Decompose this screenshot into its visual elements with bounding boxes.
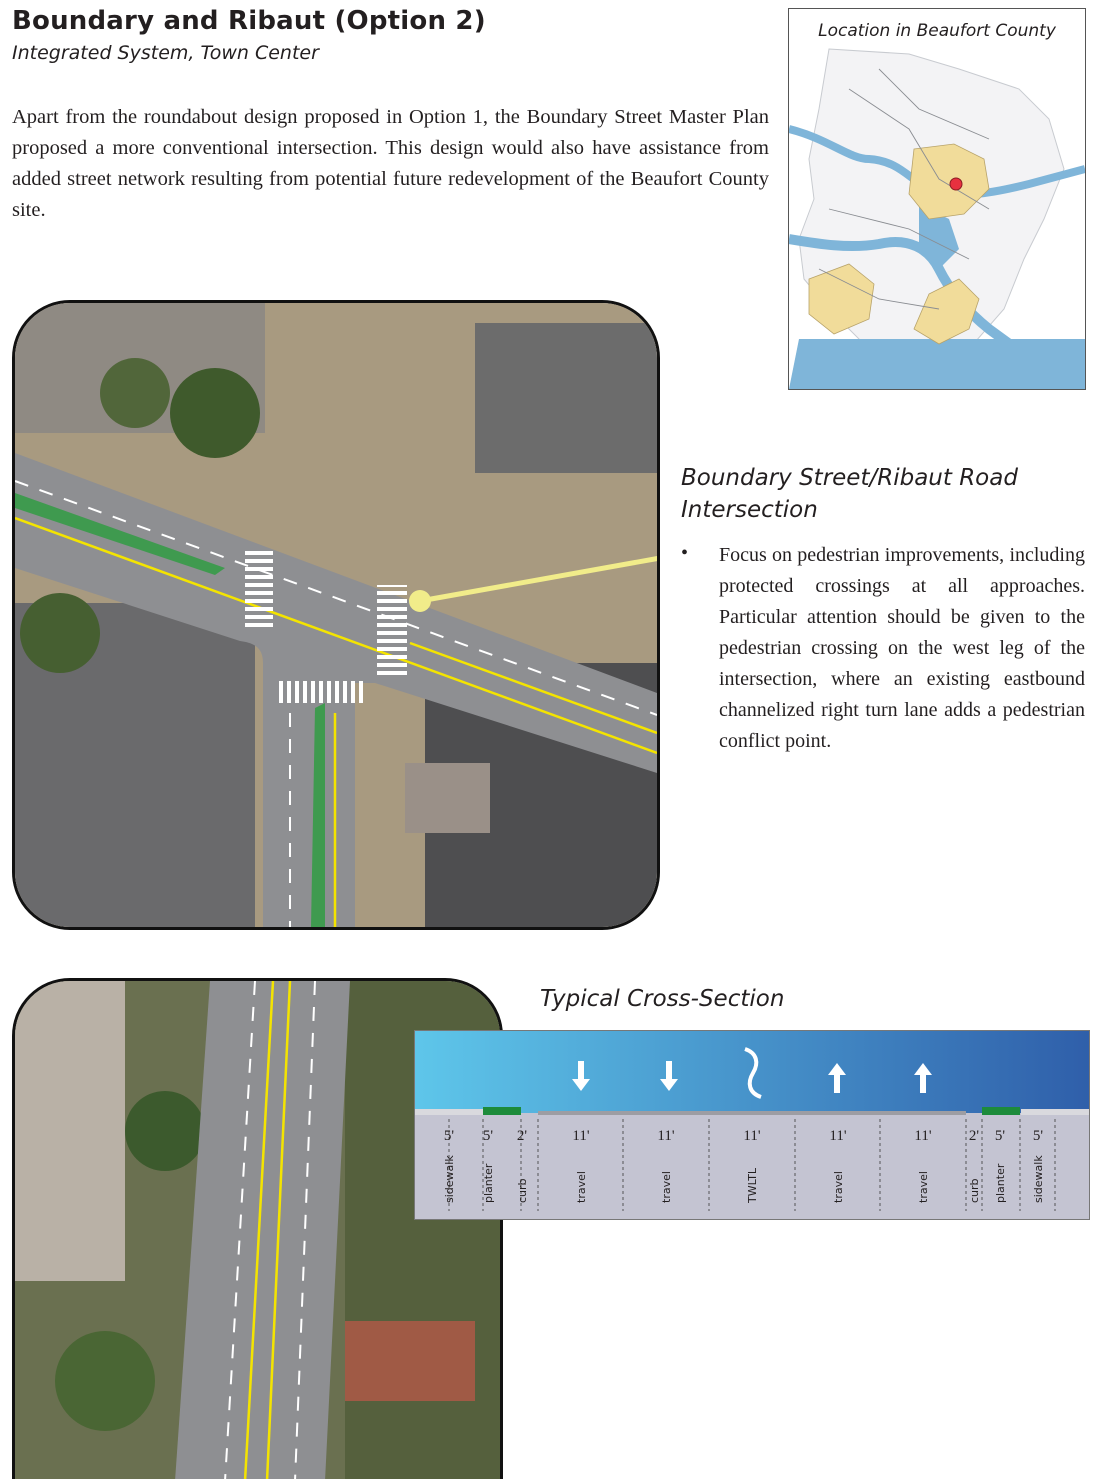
cross-section-dimension: 11': [657, 1128, 675, 1144]
cross-section-dimension: 11': [743, 1128, 761, 1144]
cross-section-dimension: 11': [572, 1128, 590, 1144]
cross-section-dimension: 2': [516, 1128, 528, 1144]
cross-section-label: curb: [968, 1178, 981, 1203]
intro-paragraph: Apart from the roundabout design proposed in Option 1, the Boundary Street Master Plan proposed a more conventional intersection. This design would also have assistance from added street network resulting from potential future redevelopment of the Beaufort County site.: [12, 106, 769, 221]
cross-section-dimension: 5': [443, 1128, 455, 1144]
location-map: [788, 8, 1086, 390]
planter-left: [483, 1107, 521, 1115]
cross-section-dimension: 5': [482, 1128, 494, 1144]
cross-section-dimension: 11': [914, 1128, 932, 1144]
cross-section-label: curb: [516, 1178, 529, 1203]
cross-section-dimension: 2': [968, 1128, 980, 1144]
cross-section-label: travel: [660, 1171, 673, 1203]
bullet-marker: •: [681, 542, 689, 564]
intersection-heading: Boundary Street/Ribaut Road Intersection: [681, 465, 1018, 523]
page-subtitle: Integrated System, Town Center: [12, 42, 319, 64]
intersection-bullet-text: Focus on pedestrian improvements, including protected crossings at all approaches. Particular attention should be given to the pedestrian crossing on the west leg of the intersection, where an existing eastbound channelized right turn lane adds a pedestrian conflict point.: [719, 544, 1085, 752]
cross-section-dimension: 11': [829, 1128, 847, 1144]
cross-section-dimension: 5': [1032, 1128, 1044, 1144]
cross-section-label: travel: [832, 1171, 845, 1203]
map-title: Location in Beaufort County: [818, 21, 1056, 41]
cross-section-label: travel: [917, 1171, 930, 1203]
cross-section-diagram: [414, 1030, 1090, 1220]
planter-right: [982, 1107, 1020, 1115]
cross-section-label: travel: [575, 1171, 588, 1203]
cross-section-label: sidewalk: [443, 1155, 456, 1203]
county-map-graphic: [789, 9, 1085, 389]
page-title: Boundary and Ribaut (Option 2): [12, 6, 486, 36]
intersection-aerial-image: [12, 300, 660, 930]
cross-section-dimension: 5': [994, 1128, 1006, 1144]
cross-section-label: sidewalk: [1032, 1155, 1045, 1203]
cross-section-label: planter: [994, 1163, 1007, 1203]
location-marker-icon: [950, 178, 962, 190]
cross-section-label: planter: [482, 1163, 495, 1203]
cross-section-label: TWLTL: [746, 1167, 759, 1203]
cross-section-title: Typical Cross-Section: [540, 986, 785, 1012]
